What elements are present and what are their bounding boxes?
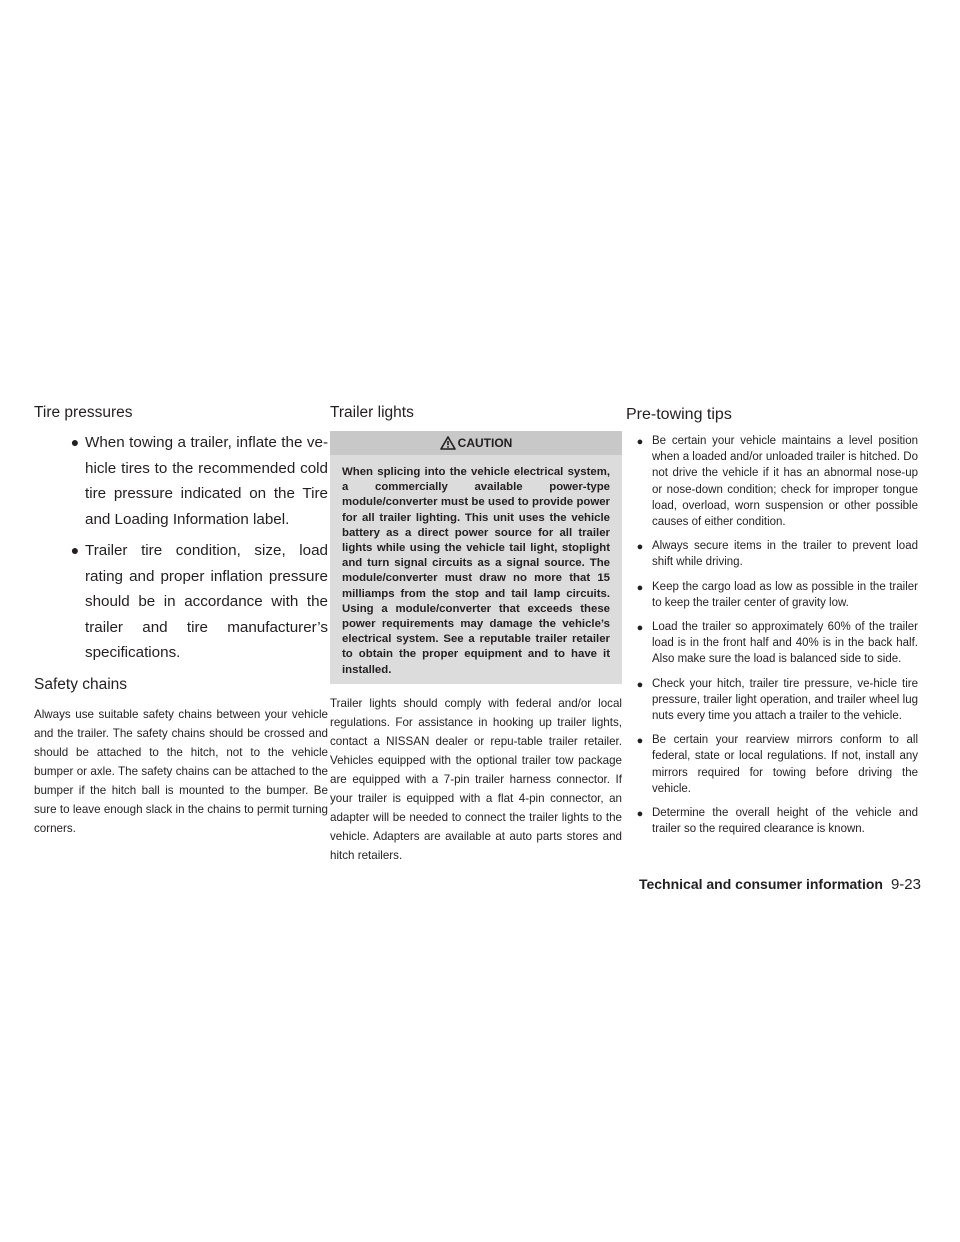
right-column [626,398,918,845]
footer-section-title: Technical and consumer information [638,876,883,892]
list-item [626,619,918,668]
list-item-text: Be certain your rearview mirrors conform to all federal, state or local regulations. If not, install any mirrors required for towing before driving the vehicle. [652,734,918,795]
bullet-icon: ● [636,735,644,748]
tire-pressures-list [34,430,328,666]
caution-title: CAUTION [457,436,513,450]
list-item-text: Be certain your vehicle maintains a level position when a loaded and/or unloaded trailer is hitched. Do not drive the vehicle if it has an abnormal nose-up or nose-down condition; check for improper tongue load, overload, worn suspension or other possible causes of either condition. [652,435,918,529]
warning-triangle-icon [440,436,456,450]
list-item-text: Determine the overall height of the vehicle and trailer so the required clearance is known. [652,807,918,836]
list-item-text: When towing a trailer, inflate the ve-hicle tires to the recommended cold tire pressure indicated on the Tire and Loading Information label. [85,434,328,528]
left-column [34,398,328,838]
safety-chains-heading: Safety chains [34,675,128,693]
bullet-icon: ● [636,581,644,594]
list-item-text: Load the trailer so approximately 60% of the trailer load is in the front half and 40% is in the back half. Also make sure the load is balanced side to side. [652,621,918,666]
list-item-text: Check your hitch, trailer tire pressure, ve-hicle tire pressure, trailer light operation, and trailer wheel lug nuts every time you attach a trailer to the vehicle. [652,677,918,723]
list-item [626,805,918,837]
list-item-text: Keep the cargo load as low as possible in the trailer to keep the trailer center of gravity low. [652,580,918,609]
bullet-icon: ● [70,434,80,450]
pre-towing-tips-list [626,433,918,837]
bullet-icon: ● [636,436,644,448]
trailer-lights-heading: Trailer lights [330,404,414,421]
bullet-icon: ● [636,622,644,635]
list-item [626,538,918,570]
list-item-text: Always secure items in the trailer to prevent load shift while driving. [652,540,918,569]
list-item [626,676,918,725]
list-item [34,430,328,532]
caution-box [330,431,622,684]
bullet-icon: ● [636,678,644,691]
list-item [626,433,918,530]
list-item [626,732,918,797]
safety-chains-body: Always use suitable safety chains between your vehicle and the trailer. The safety chains should be crossed and should be attached to the hitch, not to the vehicle bumper or axle. The safety chains can be attached to the bumper if the hitch ball is mounted to the bumper. Be sure to leave enough slack in the chains to permit turning corners. [34,707,328,835]
list-item-text: Trailer tire condition, size, load rating and proper inflation pressure should be in accordance with the trailer and tire manufacturer’s specifications. [85,542,328,661]
page-footer [591,876,921,893]
middle-column [330,398,622,865]
caution-text: When splicing into the vehicle electrical system, a commercially available power-type module/converter must be used to provide power for all trailer lighting. This unit uses the vehicle battery as a direct power source for all trailer lights while using the vehicle tail light, stoplight and turn signal circuits as a signal source. The module/converter must draw no more that 15 milliamps from the stop and tail lamp circuits. Using a module/converter that exceeds these power requirements may damage the vehicle’s electrical system. See a reputable trailer retailer to obtain the proper equipment and to have it installed. [342,466,610,676]
list-item [34,538,328,666]
tire-pressures-heading: Tire pressures [34,404,133,421]
page-number: 9-23 [890,876,921,893]
bullet-icon: ● [636,808,644,821]
trailer-lights-body: Trailer lights should comply with federal and/or local regulations. For assistance in hooking up trailer lights, contact a NISSAN dealer or repu-table trailer retailer. Vehicles equipped with the optional trailer tow package are equipped with a 7-pin trailer harness connector. If your trailer is equipped with a flat 4-pin connector, an adapter will be needed to connect the trailer lights to the vehicle. Adapters are available at auto parts stores and hitch retailers. [330,696,622,862]
caution-header [330,431,622,455]
bullet-icon: ● [70,542,80,558]
list-item [626,579,918,611]
bullet-icon: ● [636,541,644,554]
pre-towing-tips-heading: Pre-towing tips [626,406,732,423]
